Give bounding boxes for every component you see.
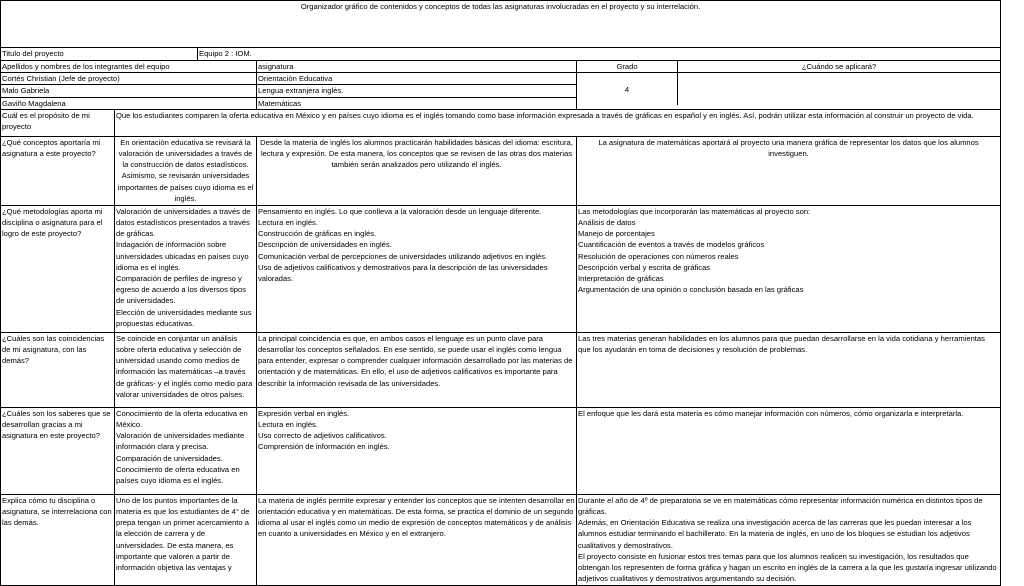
member-subject: Lengua extranjera inglés. [257,85,577,97]
grade-when-cell [577,73,1001,110]
sheet-header: Organizador gráfico de contenidos y conceptos de todas las asignaturas involucradas en el proyecto y su interrelación. [1,1,1001,48]
methods-row [1,205,1001,332]
interrelation-ingles: La materia de inglés permite expresar y entender los conceptos que se intenten desarrollar en orientación educativa y en matemáticas. De esta forma, se practica el dominio de un segundo idioma al usar el inglés como un medio de expresión de conceptos matemáticos y de análisis en cuanto a universidades en México y en el extranjero. [257,494,577,585]
concepts-row [1,136,1001,205]
member-subject: Orientación Educativa [257,73,577,85]
coincidences-row [1,332,1001,407]
coincidences-label: ¿Cuáles son las coincidencias de mi asignatura, con las demás? [1,332,115,407]
members-names-header: Apellidos y nombres de los integrantes del equipo [1,61,257,73]
knowledge-ingles: Expresión verbal en inglés. Lectura en inglés. Uso correcto de adjetivos calificativos. Comprensión de información en inglés. [257,407,577,494]
member-name: Cortés Christian (Jefe de proyecto) [1,73,257,85]
knowledge-label: ¿Cuáles son los saberes que se desarrollan gracias a mi asignatura en este proyecto? [1,407,115,494]
coincidences-matematicas: Las tres materias generan habilidades en los alumnos para que puedan desarrollarse en la vida cotidiana y herramientas que los ayudarán en toma de decisiones y resolución de problemas. [577,332,1001,407]
interrelation-label: Explica cómo tu disciplina o asignatura, se interrelaciona con las demás. [1,494,115,585]
member-subject: Matemáticas [257,97,577,109]
coincidences-ingles: La principal coincidencia es que, en ambos casos el lenguaje es un punto clave para desarrollar los conceptos señalados. En ese sentido, se puede usar el inglés como lengua para entender, expresar o comprender cualquier información desarrollado por las materias de orientación y de matemáticas. En ello, el uso de adjetivos calificativos es importante para describir la información revisada de las universidades. [257,332,577,407]
methods-matematicas: Las metodologías que incorporarán las matemáticas al proyecto son: Análisis de datos Manejo de porcentajes Cuantificación de eventos a través de modelos gráficos Resolución de operaciones con números reales Descripción verbal y escrita de gráficas Interpretación de gráficas Argumentación de una opinión o conclusión basada en las gráficas [577,205,1001,332]
when-header: ¿Cuándo se aplicará? [801,62,877,71]
concepts-ingles: Desde la materia de inglés los alumnos practicarán habilidades básicas del idioma: escritura, lectura y expresión. De esta manera, los conceptos que se revisen de las otras dos materias también serán analizados pero utilizando el inglés. [257,136,577,205]
members-subject-header: asignatura [257,61,577,73]
team-name: Equipo 2 : IOM. [198,48,1001,61]
grade-value: 4 [577,73,678,105]
concepts-label: ¿Qué conceptos aportaría mi asignatura a este proyecto? [1,136,115,205]
interrelation-matematicas: Durante el año de 4º de preparatoria se ve en matemáticas cómo representar información numérica en distintos tipos de gráficas. Además, en Orientación Educativa se realiza una investigación acerca de las carreras que les puedan interesar a los alumnos estudiar terminando el bachillerato. En la materia de inglés, en uno de los bloques se estudian los adjetivos cualitativos y demostrativos. El proyecto consiste en fusionar estos tres temas para que los alumnos realicen su investigación, los resultados que obtengan los representen de forma gráfica y hagan un escrito en inglés de la carrera a la que les gustaría ingresar utilizando adjetivos cualitativos y demostrativos argumentando su decisión. [577,494,1001,585]
methods-orientacion: Valoración de universidades a través de datos estadísticos presentados a través de gráficas. Indagación de información sobre universidades ubicadas en países cuyo idioma es el inglés. Comparación de perfiles de ingreso y egreso de acuerdo a los diversos tipos de universidades. Elección de universidades mediante sus propuestas educativas. [115,205,257,332]
member-name: Gaviño Magdalena [1,97,257,109]
concepts-orientacion: En orientación educativa se revisará la valoración de universidades a través de la construcción de datos estadísticos. Asimismo, se revisarán universidades importantes de países cuyo idioma es el inglés. [115,136,257,205]
interrelation-orientacion: Uno de los puntos importantes de la materia es que los estudiantes de 4° de prepa tengan un primer acercamiento a la elección de carrera y de universidades. De esta manera, es importante que valoren a partir de información objetiva las ventajas y [115,494,257,585]
member-row [1,73,1001,85]
knowledge-orientacion: Conocimiento de la oferta educativa en México. Valoración de universidades mediante información clara y precisa. Comparación de universidades. Conocimiento de oferta educativa en países cuyo idioma es el inglés. [115,407,257,494]
methods-ingles: Pensamiento en inglés. Lo que conlleva a la valoración desde un lenguaje diferente. Lectura en inglés. Construcción de gráficas en inglés. Descripción de universidades en inglés. Comunicación verbal de percepciones de universidades utilizando adjetivos en inglés. Uso de adjetivos calificativos y demostrativos para la descripción de las universidades valoradas. [257,205,577,332]
grade-header: Grado [577,61,678,72]
purpose-text: Que los estudiantes comparen la oferta educativa en México y en países cuyo idioma es el inglés tomando como base información expresada a través de gráficas en español y en inglés. Así, podrán utilizar esta información al construir un proyecto de vida. [115,109,1001,136]
project-title-label: Titulo del proyecto [1,48,198,61]
members-header-row [1,61,1001,73]
knowledge-row [1,407,1001,494]
member-name: Malo Gabriela [1,85,257,97]
project-row [1,48,1001,61]
grade-when-header [577,61,1001,73]
knowledge-matematicas: El enfoque que les dará esta materia es cómo manejar información con números, cómo organizarla e interpretarla. [577,407,1001,494]
purpose-label: Cuál es el propósito de mi proyecto [1,109,115,136]
methods-label: ¿Qué metodologías aporta mi disciplina o asignatura para el logro de este proyecto? [1,205,115,332]
when-value [678,73,1000,105]
header-row [1,1,1001,48]
interrelation-row [1,494,1001,585]
concepts-matematicas: La asignatura de matemáticas aportará al proyecto una manera gráfica de representar los datos que los alumnos investiguen. [577,136,1001,205]
coincidences-orientacion: Se coincide en conjuntar un análisis sobre oferta educativa y selección de universidad usando como medios de información las matemáticas –a través de gráficas- y el inglés como medio para valorar universidades de otros países. [115,332,257,407]
purpose-row [1,109,1001,136]
